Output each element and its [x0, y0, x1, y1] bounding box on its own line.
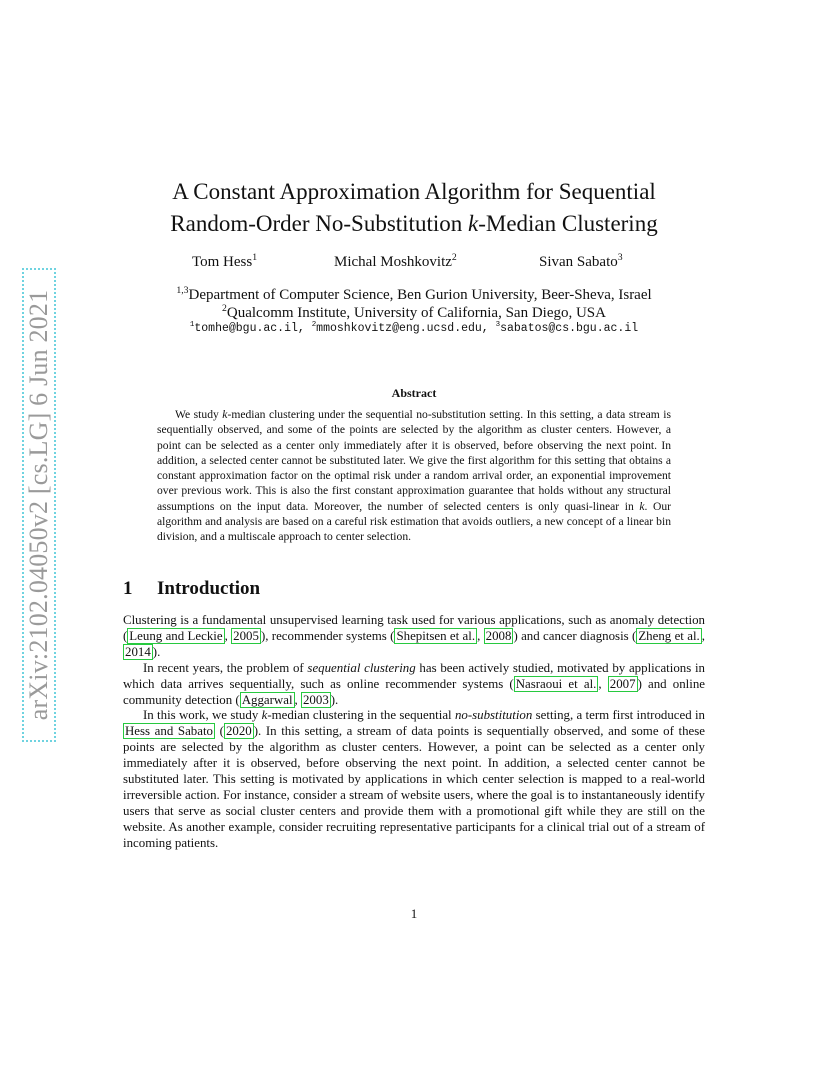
paragraph-text: (: [215, 724, 224, 739]
abstract-k-symbol: k: [222, 408, 228, 421]
abstract-text: -median clustering under the sequential no-substitution setting. In this setting, a data stream is sequentially observed, and some of the points are selected by the algorithm as cluster centers. However, a point can be selected as a center only immediately after it is observed, before observing the next point. In addition, a selected center cannot be substituted later. We give the first algorithm for this setting that obtains a constant approximation factor on the optimal risk under a random arrival order, an exponential improvement over previous work. This is also the first constant approximation guarantee that holds without any structural assumptions on the input data. Moreover, the number of selected centers is only quasi-linear in: [157, 408, 671, 513]
paragraph-text: ).: [330, 692, 339, 707]
citation-link[interactable]: Leung and Leckie: [129, 628, 223, 643]
paper-title: [0, 176, 828, 240]
paragraph-text: In recent years, the problem of: [143, 660, 308, 675]
abstract-heading: Abstract: [391, 386, 437, 400]
paragraph-text: setting, a term first introduced in: [532, 708, 706, 723]
title-line-2-suffix: -Median Clustering: [478, 211, 658, 236]
arxiv-identifier[interactable]: arXiv:2102.04050v2 [cs.LG] 6 Jun 2021: [24, 289, 53, 721]
email-1[interactable]: tomhe@bgu.ac.il,: [194, 322, 305, 335]
page-number: 1: [410, 906, 418, 921]
affiliation-text: Qualcomm Institute, University of California, San Diego, USA: [226, 305, 606, 321]
citation-link[interactable]: 2008: [485, 628, 512, 643]
emphasis-text: sequential clustering: [307, 660, 416, 675]
email-2[interactable]: mmoshkovitz@eng.ucsd.edu,: [316, 322, 489, 335]
paragraph-text: ), recommender systems (: [260, 628, 395, 643]
affiliation-mark: 2: [222, 303, 227, 314]
citation-link[interactable]: 2005: [233, 628, 259, 643]
paragraph-text: In this work, we study: [143, 708, 262, 723]
section-heading-introduction: [123, 578, 260, 600]
author-affiliation-mark: 1: [252, 252, 258, 263]
title-k-symbol: k: [467, 211, 479, 236]
intro-paragraph-1: [123, 613, 705, 661]
citation-link[interactable]: Aggarwal: [241, 692, 293, 707]
abstract-text: . Our algorithm and analysis are based on a careful risk estimation that avoids outliers, a new concept of a linear bin division, and a multiscale approach to center selection.: [157, 499, 672, 544]
citation-link[interactable]: Shepitsen et al.: [396, 628, 476, 643]
author-3: [539, 254, 623, 271]
section-number: 1: [123, 578, 133, 599]
paragraph-text: ,: [598, 676, 608, 691]
paragraph-text: ,: [701, 628, 705, 643]
author-emails: [0, 322, 828, 335]
author-name: Tom Hess: [192, 254, 253, 270]
author-affiliation-mark: 2: [451, 252, 457, 263]
email-mark: 3: [495, 321, 501, 330]
citation-link[interactable]: Zheng et al.: [638, 628, 700, 643]
paragraph-text: ,: [224, 628, 232, 643]
abstract-body: [157, 407, 671, 545]
email-3[interactable]: sabatos@cs.bgu.ac.il: [500, 322, 639, 335]
author-2: [334, 254, 457, 271]
emphasis-text: no-substitution: [454, 708, 533, 723]
email-mark: 1: [189, 321, 195, 330]
section-title: Introduction: [157, 578, 261, 599]
paragraph-text: ).: [152, 644, 161, 659]
math-k-symbol: k: [261, 708, 268, 723]
title-line-2-prefix: Random-Order No-Substitution: [170, 211, 468, 236]
paragraph-text: has been actively studied, motivated by applications in which data arrives sequentially, such as online recommender systems (: [123, 660, 705, 691]
paragraph-text: ,: [477, 628, 484, 643]
citation-link[interactable]: 2014: [125, 644, 151, 659]
paragraph-text: ) and cancer diagnosis (: [513, 628, 637, 643]
intro-paragraph-3: [123, 708, 705, 851]
affiliation-1: [0, 287, 828, 304]
arxiv-identifier-box[interactable]: [22, 268, 56, 742]
title-line-1: A Constant Approximation Algorithm for Sequential: [172, 179, 656, 204]
citation-link[interactable]: Nasraoui et al.: [515, 676, 597, 691]
affiliation-mark: 1,3: [176, 285, 189, 296]
affiliation-2: [0, 305, 828, 322]
citation-link[interactable]: 2007: [609, 676, 636, 691]
paragraph-text: Clustering is a fundamental unsupervised learning task used for various applications, such as anomaly detection (: [123, 613, 705, 643]
affiliation-text: Department of Computer Science, Ben Gurion University, Beer-Sheva, Israel: [188, 287, 652, 303]
abstract-text: We study: [175, 408, 223, 421]
author-name: Sivan Sabato: [539, 254, 618, 270]
paragraph-text: ,: [294, 692, 301, 707]
citation-link[interactable]: Hess and Sabato: [125, 724, 214, 739]
author-1: [192, 254, 257, 271]
introduction-body: [123, 613, 705, 852]
author-name: Michal Moshkovitz: [334, 254, 452, 270]
paragraph-text: ) and online community detection (: [123, 676, 706, 707]
paragraph-text: -median clustering in the sequential: [267, 708, 455, 723]
paragraph-text: ). In this setting, a stream of data points is sequentially observed, and some of these points are selected by the algorithm as cluster centers. However, a point can be selected as a center only immediately after it is observed, before observing the next point. In addition, a selected center cannot be substituted later. This setting is motivated by applications in which center selection is mapped to a real-world irreversible action. For instance, consider a stream of website users, where the goal is to instantaneously identify users that serve as social cluster centers and provide them with a promotional gift while they are still on the website. As another example, consider recruiting representative participants for a clinical trial out of a stream of incoming patients.: [123, 724, 706, 850]
email-mark: 2: [311, 321, 317, 330]
intro-paragraph-2: [123, 661, 705, 709]
abstract-k-symbol: k: [639, 499, 645, 513]
citation-link[interactable]: 2020: [225, 724, 252, 739]
author-affiliation-mark: 3: [617, 252, 623, 263]
citation-link[interactable]: 2003: [302, 692, 329, 707]
